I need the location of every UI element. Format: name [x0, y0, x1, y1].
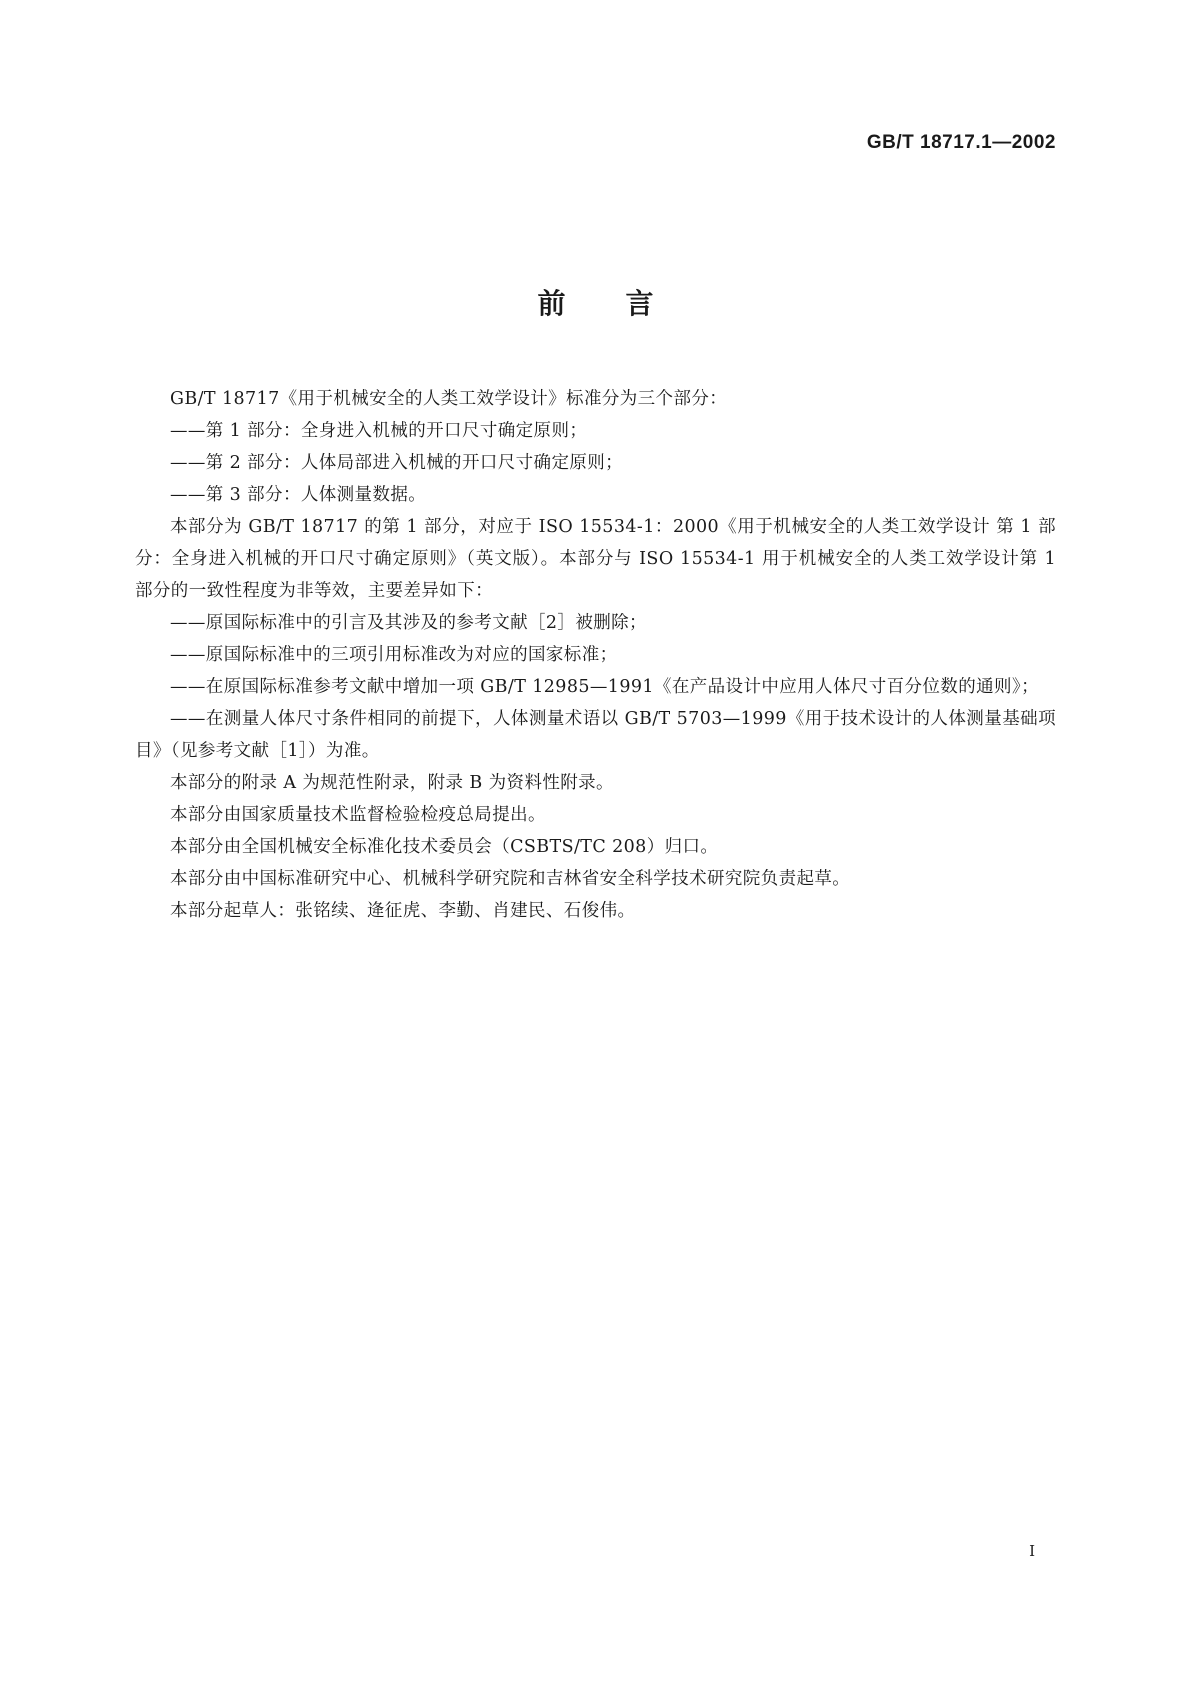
list-item-difference-2: ——原国际标准中的三项引用标准改为对应的国家标准；: [170, 645, 618, 665]
list-item-difference-4: ——在测量人体尺寸条件相同的前提下，人体测量术语以 GB/T 5703—1999《用于技术设计的人体测量基础项目》（见参考文献［1］）为准。: [135, 709, 1056, 761]
list-item-part-3: ——第 3 部分：人体测量数据。: [170, 485, 427, 505]
paragraph-drafters: 本部分起草人：张铭续、逄征虎、李勤、肖建民、石俊伟。: [170, 901, 636, 921]
list-item-difference-1: ——原国际标准中的引言及其涉及的参考文献［2］被删除；: [170, 613, 647, 633]
paragraph-annexes: 本部分的附录 A 为规范性附录，附录 B 为资料性附录。: [170, 773, 614, 793]
paragraph-intro: GB/T 18717《用于机械安全的人类工效学设计》标准分为三个部分：: [170, 389, 728, 409]
list-item-part-2: ——第 2 部分：人体局部进入机械的开口尺寸确定原则；: [170, 453, 624, 473]
paragraph-centralized-by: 本部分由全国机械安全标准化技术委员会（CSBTS/TC 208）归口。: [170, 837, 719, 857]
list-item-difference-3: ——在原国际标准参考文献中增加一项 GB/T 12985—1991《在产品设计中应用人体尺寸百分位数的通则》；: [170, 677, 1039, 697]
paragraph-drafted-by: 本部分由中国标准研究中心、机械科学研究院和吉林省安全科学技术研究院负责起草。: [170, 869, 851, 889]
standard-code: GB/T 18717.1—2002: [866, 132, 1056, 153]
paragraph-proposed-by: 本部分由国家质量技术监督检验检疫总局提出。: [170, 805, 546, 825]
foreword-body: [135, 383, 1056, 927]
page-number: I: [1029, 1542, 1035, 1560]
list-item-part-1: ——第 1 部分：全身进入机械的开口尺寸确定原则；: [170, 421, 588, 441]
page-title: 前言: [537, 287, 714, 320]
paragraph-correspondence: 本部分为 GB/T 18717 的第 1 部分，对应于 ISO 15534-1：2000《用于机械安全的人类工效学设计 第 1 部分：全身进入机械的开口尺寸确定原则》（英文版）。本部分与 ISO 15534-1 用于机械安全的人类工效学设计第 1 部分的一致性程度为非等效，主要差异如下：: [135, 517, 1056, 601]
